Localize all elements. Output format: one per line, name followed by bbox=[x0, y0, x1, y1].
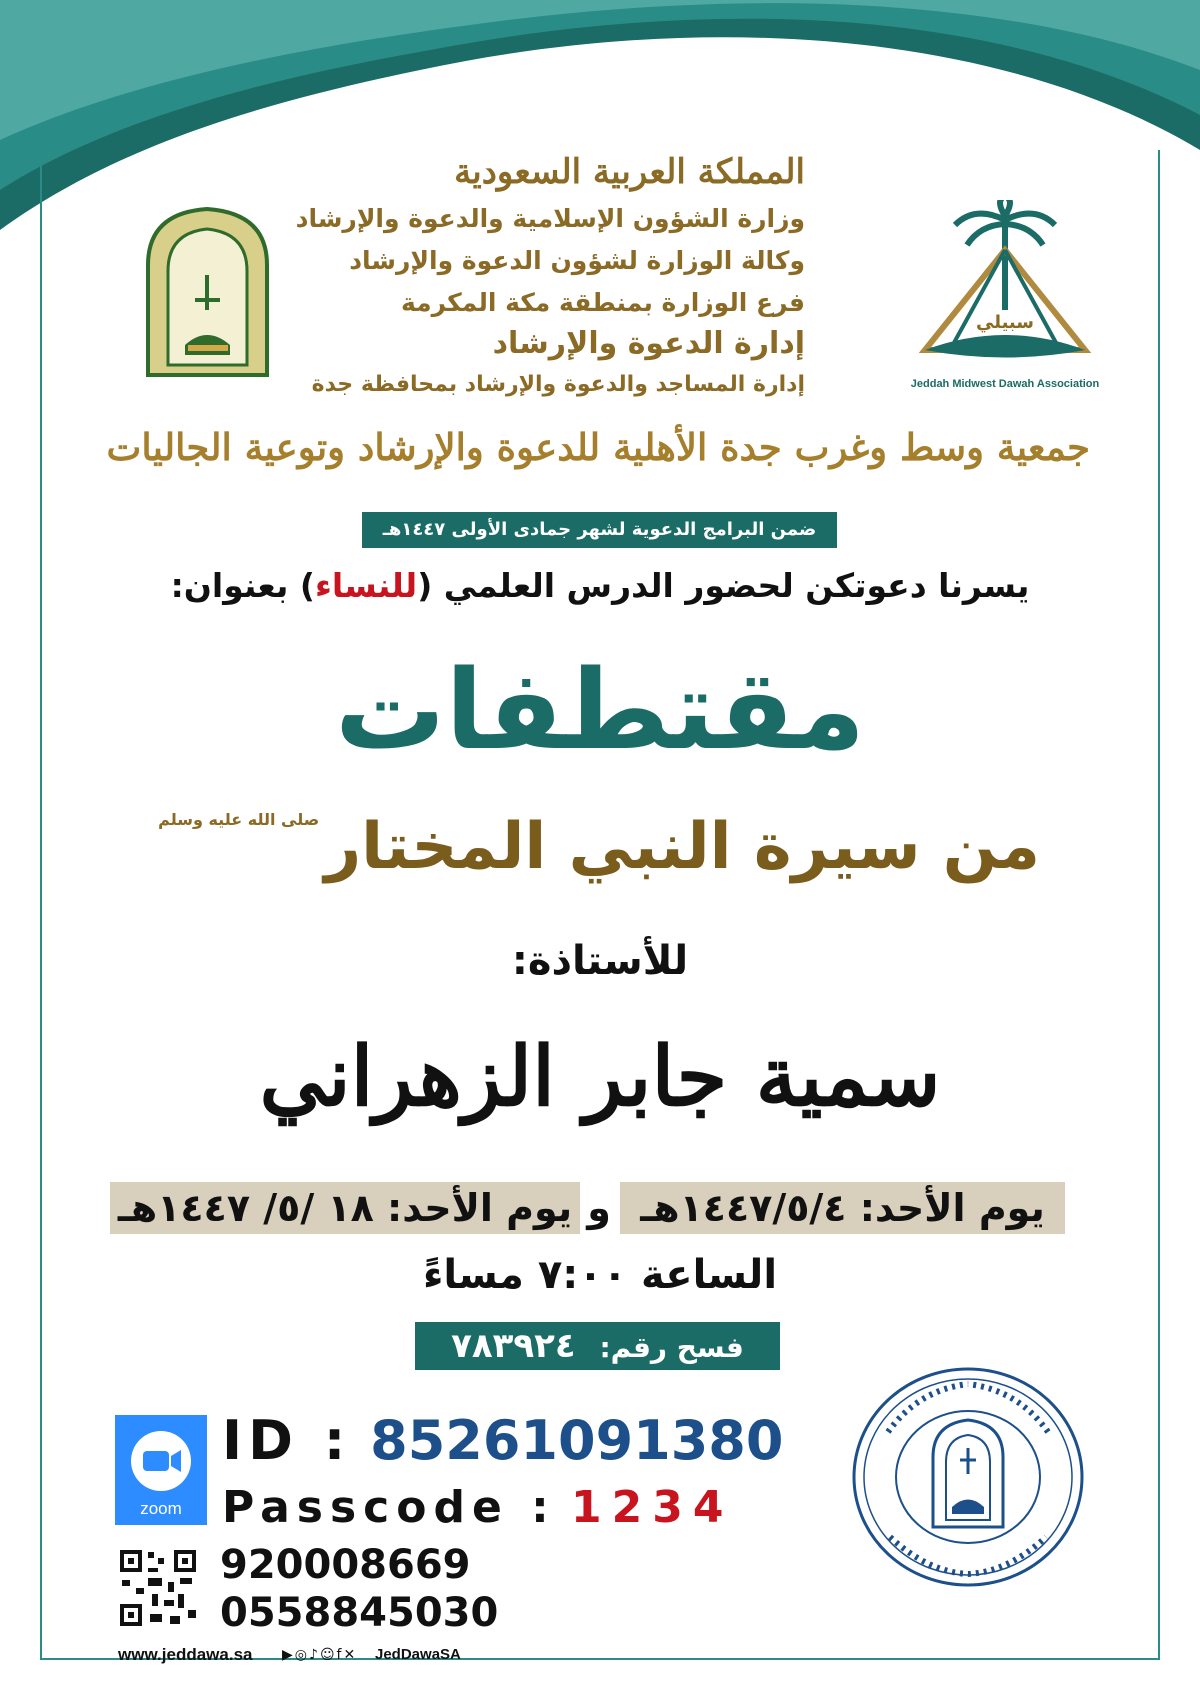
zoom-passcode-row bbox=[222, 1478, 734, 1538]
program-note-badge: ضمن البرامج الدعوية لشهر جمادى الأولى ١٤٤٧هـ bbox=[362, 512, 837, 548]
palm-tree-icon bbox=[895, 200, 1115, 370]
header-line-2: وزارة الشؤون الإسلامية والدعوة والإرشاد bbox=[295, 204, 805, 233]
lecture-title-main: مقتطفات bbox=[334, 646, 866, 774]
instagram-icon: ◎ bbox=[294, 1647, 309, 1663]
speaker-name: سمية جابر الزهراني bbox=[259, 1029, 941, 1125]
invitation-text-before: يسرنا دعوتكن لحضور الدرس العلمي ( bbox=[417, 566, 1030, 605]
zoom-logo bbox=[115, 1415, 207, 1525]
zoom-id-value[interactable]: 85261091380 bbox=[370, 1409, 784, 1472]
zoom-passcode-label: Passcode : bbox=[222, 1482, 556, 1533]
lecture-subtitle bbox=[160, 810, 1040, 884]
invitation-text-after: ) بعنوان: bbox=[170, 566, 315, 605]
header-line-3: وكالة الوزارة لشؤون الدعوة والإرشاد bbox=[349, 246, 805, 275]
zoom-camera-icon bbox=[129, 1429, 193, 1493]
social-icons bbox=[282, 1647, 357, 1663]
invitation-line bbox=[170, 566, 1030, 605]
lecture-time: الساعة ٧:٠٠ مساءً bbox=[422, 1252, 778, 1298]
header-line-5: إدارة الدعوة والإرشاد bbox=[492, 326, 805, 361]
zoom-id-row bbox=[222, 1408, 783, 1474]
permit-number: ٧٨٣٩٢٤ bbox=[451, 1326, 576, 1366]
ministry-emblem-icon bbox=[140, 205, 275, 380]
zoom-id-label: ID : bbox=[222, 1409, 352, 1472]
header-line-6: إدارة المساجد والدعوة والإرشاد بمحافظة جدة bbox=[311, 372, 805, 397]
association-title: جمعية وسط وغرب جدة الأهلية للدعوة والإرشاد وتوعية الجاليات bbox=[106, 425, 1090, 469]
official-stamp bbox=[848, 1362, 1088, 1592]
invitation-women-highlight: للنساء bbox=[315, 566, 418, 605]
permit-badge bbox=[415, 1322, 780, 1370]
tiktok-icon: ♪ bbox=[309, 1647, 320, 1663]
zoom-logo-text: zoom bbox=[140, 1499, 182, 1518]
association-logo bbox=[895, 200, 1115, 400]
lecture-subtitle-text: من سيرة النبي المختار bbox=[324, 810, 1040, 884]
social-handle[interactable]: JedDawaSA bbox=[375, 1646, 461, 1663]
header-line-1: المملكة العربية السعودية bbox=[454, 152, 805, 192]
zoom-passcode-value[interactable]: 1234 bbox=[571, 1482, 734, 1533]
x-icon: ✕ bbox=[343, 1647, 358, 1663]
phone-number-1[interactable]: 920008669 bbox=[220, 1542, 471, 1588]
honorific-text: صلى الله عليه وسلم bbox=[158, 810, 320, 829]
permit-label: فسح رقم: bbox=[599, 1331, 744, 1364]
website-link[interactable]: www.jeddawa.sa bbox=[118, 1645, 253, 1664]
speaker-label: للأستاذة: bbox=[511, 938, 689, 984]
phone-number-2[interactable]: 0558845030 bbox=[220, 1590, 499, 1636]
ministry-logo bbox=[140, 205, 275, 380]
youtube-icon: ▶ bbox=[282, 1647, 295, 1663]
association-logo-name: سبيلي bbox=[976, 312, 1034, 333]
header-line-4: فرع الوزارة بمنطقة مكة المكرمة bbox=[400, 288, 805, 317]
date-connector: و bbox=[587, 1186, 611, 1230]
snapchat-icon: ☺ bbox=[319, 1647, 337, 1663]
association-logo-caption: Jeddah Midwest Dawah Association bbox=[910, 378, 1100, 390]
facebook-icon: f bbox=[336, 1647, 344, 1663]
date-1-badge: يوم الأحد: ١٤٤٧/٥/٤هـ bbox=[620, 1182, 1065, 1234]
date-2-badge: يوم الأحد: ١٨ /٥/ ١٤٤٧هـ bbox=[110, 1182, 580, 1234]
qr-code[interactable] bbox=[118, 1548, 198, 1628]
